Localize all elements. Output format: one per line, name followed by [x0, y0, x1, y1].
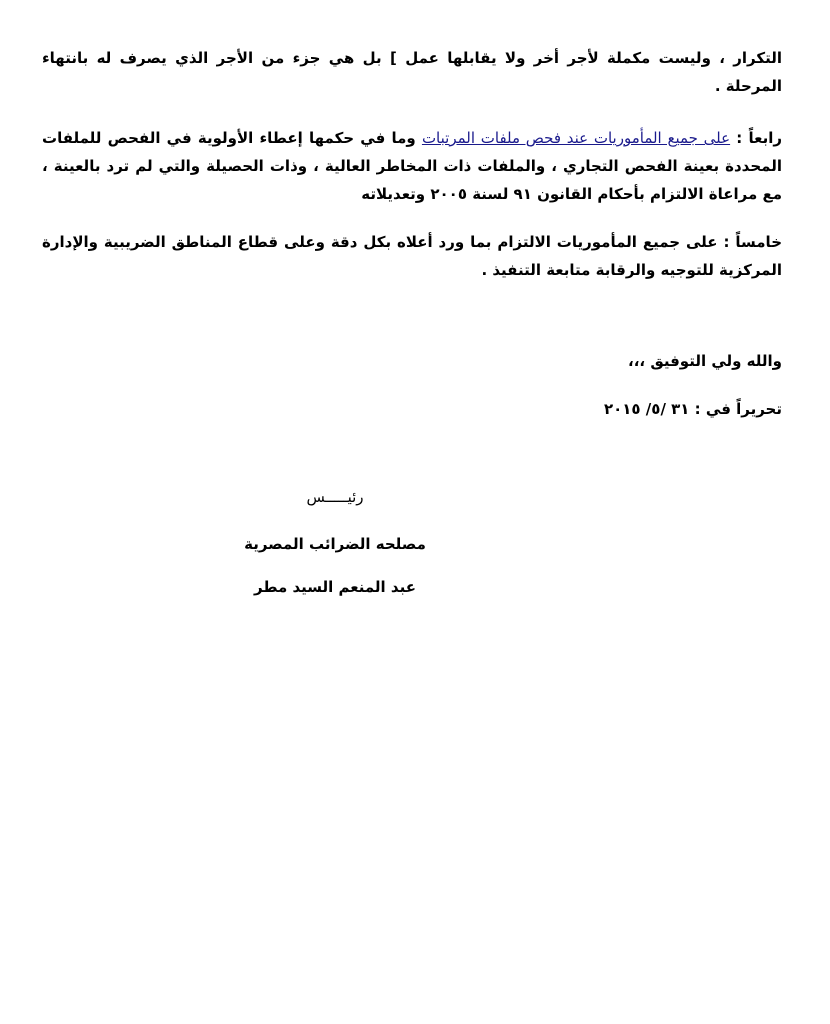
closing-greeting: والله ولي التوفيق ،،، [628, 352, 782, 370]
signature-organization: مصلحه الضرائب المصرية [244, 535, 426, 553]
paragraph-fourth-prefix: رابعاً : [730, 129, 782, 147]
paragraph-continuation-text: التكرار ، وليست مكملة لأجر أخر ولا يقابلها عمل ] بل هي جزء من الأجر الذي يصرف له بانتهاء المرحلة . [42, 49, 782, 95]
paragraph-fifth [42, 228, 782, 284]
paragraph-continuation [42, 44, 782, 100]
signature-name: عبد المنعم السيد مطر [254, 578, 416, 596]
paragraph-fourth-link[interactable]: على جميع المأموريات عند فحص ملفات المرتبات [421, 129, 731, 147]
document-date: تحريراً في : ٣١ /٥/ ٢٠١٥ [603, 400, 782, 418]
paragraph-fifth-text: خامساً : على جميع المأموريات الالتزام بما ورد أعلاه بكل دقة وعلى قطاع المناطق الضريبية والإدارة المركزية للتوجيه والرقابة متابعة التنفيذ . [42, 233, 782, 279]
signature-title: رئيـــــس [306, 488, 364, 506]
paragraph-fourth-text: وما في حكمها إعطاء الأولوية في الفحص للملفات المحددة بعينة الفحص التجاري ، والملفات ذات المخاطر العالية ، وذات الحصيلة والتي لم ترد بالعينة ، مع مراعاة الالتزام بأحكام القانون ٩١ لسنة ٢٠٠٥ وتعديلاته [42, 129, 782, 203]
paragraph-fourth [42, 124, 782, 208]
